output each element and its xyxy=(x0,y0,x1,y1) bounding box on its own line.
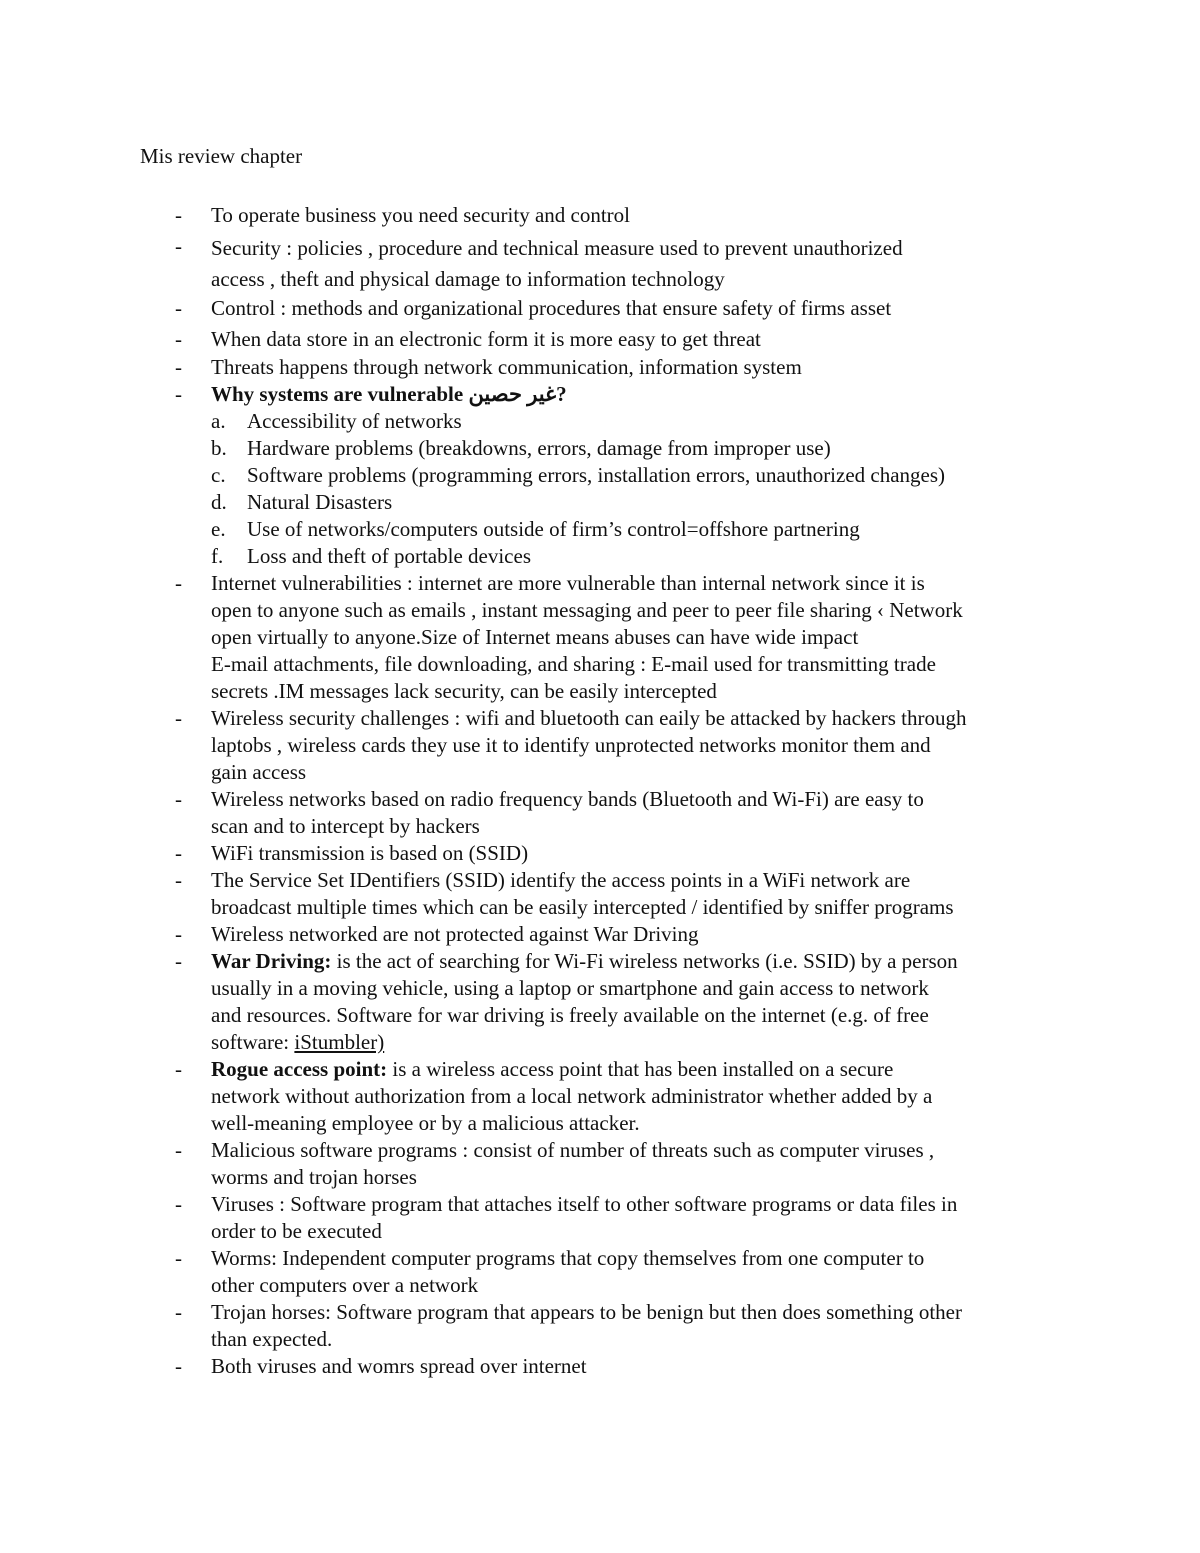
sub-list-letter: a. xyxy=(211,409,226,433)
sub-list-item xyxy=(0,435,1200,462)
sub-list-text: Use of networks/computers outside of firm’s control=offshore partnering xyxy=(247,517,860,541)
list-item xyxy=(0,786,1200,840)
sub-list-text: Hardware problems (breakdowns, errors, damage from improper use) xyxy=(247,436,831,460)
list-item-text: Control : methods and organizational procedures that ensure safety of firms asset xyxy=(211,296,892,320)
list-item-text: Wireless security challenges : wifi and bluetooth can eaily be attacked by hackers through xyxy=(211,706,967,730)
sub-list-text: Loss and theft of portable devices xyxy=(247,544,531,568)
list-item-text: Both viruses and womrs spread over internet xyxy=(211,1354,587,1378)
list-item-text: When data store in an electronic form it is more easy to get threat xyxy=(211,327,761,351)
list-item-text: Worms: Independent computer programs that copy themselves from one computer to xyxy=(211,1246,925,1270)
list-item xyxy=(0,1353,1200,1380)
sub-list-text: Software problems (programming errors, installation errors, unauthorized changes) xyxy=(247,463,946,487)
list-item-text: secrets .IM messages lack security, can be easily intercepted xyxy=(211,679,717,703)
list-item-text: To operate business you need security and control xyxy=(211,203,630,227)
list-item-text: access , theft and physical damage to information technology xyxy=(211,267,725,291)
list-item-text: WiFi transmission is based on (SSID) xyxy=(211,841,529,865)
istumbler-reference: iStumbler) xyxy=(294,1030,385,1054)
bullet-dash: - xyxy=(175,327,182,351)
heading-question-mark: ? xyxy=(556,382,567,406)
list-item xyxy=(0,326,1200,354)
bullet-dash: - xyxy=(175,571,182,595)
list-item xyxy=(0,705,1200,786)
bullet-dash: - xyxy=(175,382,182,406)
bullet-dash: - xyxy=(175,1192,182,1216)
list-item-text: Malicious software programs : consist of number of threats such as computer viruses , xyxy=(211,1138,935,1162)
bullet-dash: - xyxy=(175,922,182,946)
sub-list-text: Natural Disasters xyxy=(247,490,393,514)
list-item xyxy=(0,1191,1200,1245)
list-item xyxy=(0,840,1200,867)
list-item-text xyxy=(211,948,1071,975)
sub-list-letter: e. xyxy=(211,517,226,541)
heading-text: Why systems are vulnerable xyxy=(211,382,464,406)
bullet-dash: - xyxy=(175,868,182,892)
term-definition: is the act of searching for Wi-Fi wireless networks (i.e. SSID) by a person xyxy=(331,949,958,973)
bullet-dash: - xyxy=(175,949,182,973)
section-heading xyxy=(211,381,1071,408)
list-item-text: laptobs , wireless cards they use it to identify unprotected networks monitor them and xyxy=(211,733,931,757)
sub-list xyxy=(0,408,1200,570)
list-item-text: Threats happens through network communication, information system xyxy=(211,355,802,379)
bullet-dash: - xyxy=(175,841,182,865)
document-title: Mis review chapter xyxy=(140,144,303,168)
sub-list-item xyxy=(0,408,1200,435)
sub-list-item xyxy=(0,462,1200,489)
list-item xyxy=(0,921,1200,948)
list-item-text: other computers over a network xyxy=(211,1273,479,1297)
list-item-text: Internet vulnerabilities : internet are more vulnerable than internal network since it is xyxy=(211,571,925,595)
bullet-dash: - xyxy=(175,1354,182,1378)
software-prefix: software: xyxy=(211,1030,295,1054)
list-item-text: Security : policies , procedure and technical measure used to prevent unauthorized xyxy=(211,236,903,260)
list-item-text: open virtually to anyone.Size of Internet means abuses can have wide impact xyxy=(211,625,859,649)
list-item-text: The Service Set IDentifiers (SSID) identify the access points in a WiFi network are xyxy=(211,868,911,892)
list-item-text: open to anyone such as emails , instant messaging and peer to peer file sharing ‹ Network xyxy=(211,598,963,622)
list-item-text: Wireless networked are not protected against War Driving xyxy=(211,922,699,946)
list-item xyxy=(0,233,1200,295)
list-item-text: Viruses : Software program that attaches itself to other software programs or data files in xyxy=(211,1192,958,1216)
list-item xyxy=(0,1056,1200,1137)
list-item xyxy=(0,381,1200,408)
bullet-dash: - xyxy=(175,1057,182,1081)
list-item-text: Wireless networks based on radio frequency bands (Bluetooth and Wi-Fi) are easy to xyxy=(211,787,924,811)
list-item xyxy=(0,354,1200,381)
term-definition: is a wireless access point that has been installed on a secure xyxy=(387,1057,894,1081)
list-item-text: usually in a moving vehicle, using a laptop or smartphone and gain access to network xyxy=(211,976,929,1000)
list-item-text: scan and to intercept by hackers xyxy=(211,814,480,838)
sub-list-text: Accessibility of networks xyxy=(247,409,462,433)
list-item-text: E-mail attachments, file downloading, and sharing : E-mail used for transmitting trade xyxy=(211,652,936,676)
list-item-text: and resources. Software for war driving is freely available on the internet (e.g. of free xyxy=(211,1003,929,1027)
bullet-dash: - xyxy=(175,1138,182,1162)
bullet-dash: - xyxy=(175,296,182,320)
list-item-text: well-meaning employee or by a malicious attacker. xyxy=(211,1111,640,1135)
term-label: Rogue access point: xyxy=(211,1057,388,1081)
sub-list-letter: d. xyxy=(211,490,227,514)
list-item-text xyxy=(211,1056,1071,1083)
bullet-dash: - xyxy=(175,787,182,811)
list-item xyxy=(0,867,1200,921)
list-item-text: gain access xyxy=(211,760,307,784)
bullet-dash: - xyxy=(175,1300,182,1324)
sub-list-letter: c. xyxy=(211,463,226,487)
bullet-dash: - xyxy=(175,355,182,379)
list-item-text: network without authorization from a local network administrator whether added by a xyxy=(211,1084,933,1108)
list-item xyxy=(0,948,1200,1056)
list-item-text: than expected. xyxy=(211,1327,333,1351)
bullet-dash: - xyxy=(175,706,182,730)
list-item-text xyxy=(211,1029,1071,1056)
list-item xyxy=(0,1299,1200,1353)
list-item-text: Trojan horses: Software program that appears to be benign but then does something other xyxy=(211,1300,962,1324)
bullet-dash: - xyxy=(175,1246,182,1270)
bullet-dash: - xyxy=(175,203,182,227)
list-item xyxy=(0,202,1200,233)
heading-arabic-text: غير حصين xyxy=(468,382,557,406)
sub-list-item xyxy=(0,489,1200,516)
sub-list-letter: b. xyxy=(211,436,227,460)
list-item xyxy=(0,295,1200,326)
list-item xyxy=(0,1137,1200,1191)
term-label: War Driving: xyxy=(211,949,332,973)
sub-list-letter: f. xyxy=(211,544,224,568)
list-item xyxy=(0,570,1200,705)
bullet-list xyxy=(0,202,1200,1380)
list-item-text: worms and trojan horses xyxy=(211,1165,417,1189)
list-item xyxy=(0,1245,1200,1299)
list-item-text: order to be executed xyxy=(211,1219,382,1243)
list-item-text: broadcast multiple times which can be easily intercepted / identified by sniffer programs xyxy=(211,895,954,919)
sub-list-item xyxy=(0,516,1200,543)
sub-list-item xyxy=(0,543,1200,570)
bullet-dash: - xyxy=(175,234,182,258)
